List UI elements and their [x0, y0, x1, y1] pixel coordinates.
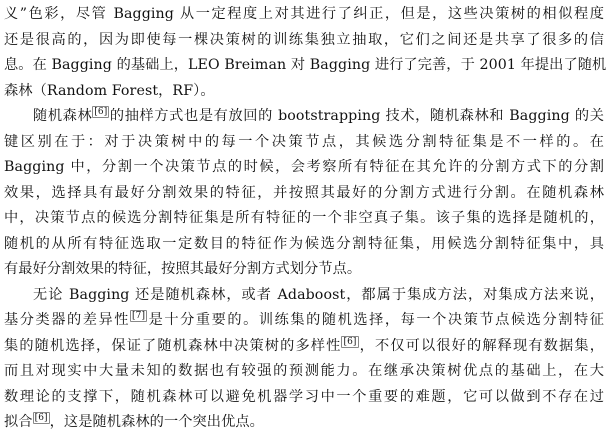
text-segment: 的抽样方式也是有放回的 bootstrapping 技术，随机森林和 Bagging 的关 [109, 108, 605, 124]
text-line: 数理论的支撑下，随机森林可以避免机器学习中一个重要的难题，它可以做到不存在过 [4, 388, 604, 405]
text-segment: 是十分重要的。训练集的随机选择，每一个决策节点候选分割特征 [147, 312, 604, 328]
text-segment: 基分类器的差异性 [4, 312, 131, 328]
text-line [4, 334, 604, 360]
text-line: 效果，选择具有最好分割效果的特征，并按照其最好的分割方式进行分割。在随机森林 [4, 184, 604, 201]
text-segment: ，不仅可以很好的解释现有数据集， [358, 337, 604, 354]
text-segment: 随机森林 [33, 108, 93, 124]
text-line: 随机的从所有特征选取一定数目的特征作为候选分割特征集，用候选分割特征集中，具 [4, 235, 604, 252]
text-segment: 拟合 [4, 414, 33, 430]
text-line: 中，决策节点的候选分割特征集是所有特征的一个非空真子集。该子集的选择是随机的， [4, 210, 604, 226]
text-line: Bagging 中，分割一个决策节点的时候，会考察所有特征在其允许的分割方式下的分割 [4, 159, 604, 175]
paragraph-1 [4, 2, 607, 104]
text-line: 森林（Random Forest，RF）。 [4, 82, 215, 99]
text-line: 还是很高的，因为即使每一棵决策树的训练集独立抽取，它们之间还是共享了很多的信 [4, 31, 604, 48]
text-line: 息。在 Bagging 的基础上，LEO Breiman 对 Bagging 进行了完善，于 2001 年提出了随机 [4, 57, 607, 73]
text-line: 而且对现实中大量未知的数据也有较强的预测能力。在继承决策树优点的基础上，在大 [4, 363, 604, 379]
text-line [4, 308, 604, 334]
citation-ref[interactable]: [6] [94, 107, 108, 117]
text-line: 无论 Bagging 还是随机森林，或者 Adaboost，都属于集成方法，对集成方法来说， [33, 286, 604, 303]
text-line: 有最好分割效果的特征，按照其最好分割方式划分节点。 [4, 261, 362, 277]
text-segment: 集的随机选择，保证了随机森林中决策树的多样性 [4, 337, 342, 354]
document-page [4, 2, 607, 436]
text-segment: ，这是随机森林的一个突出优点。 [49, 414, 264, 430]
citation-ref[interactable]: [6] [343, 336, 357, 347]
text-line [4, 410, 604, 436]
citation-ref[interactable]: [6] [34, 413, 48, 423]
text-line: 键区别在于：对于决策树中的每一个决策节点，其候选分割特征集是不一样的。在 [4, 133, 604, 150]
citation-ref[interactable]: [7] [132, 311, 146, 321]
text-line: 义”色彩，尽管 Bagging 从一定程度上对其进行了纠正，但是，这些决策树的相似程度 [4, 6, 604, 22]
paragraph-2 [4, 104, 604, 283]
text-line [4, 104, 604, 130]
paragraph-3 [4, 283, 604, 436]
